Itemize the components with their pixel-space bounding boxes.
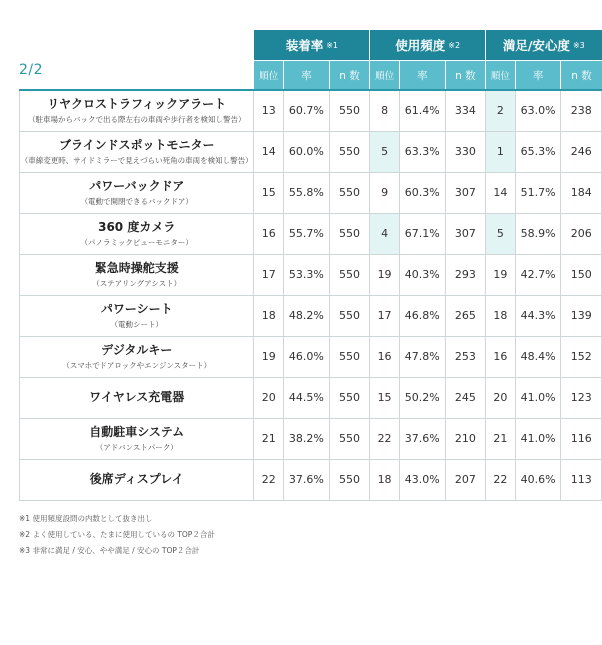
feature-name: 緊急時操舵支援 (94, 260, 179, 275)
use-n-cell: 253 (445, 336, 486, 377)
sat-n-cell: 150 (561, 254, 602, 295)
feature-description: （車線変更時、サイドミラーで見えづらい死角の車両を検知し警告） (20, 155, 253, 165)
fit-n-cell: 550 (329, 295, 370, 336)
sat-n-cell: 238 (561, 90, 602, 131)
fit-n-cell: 550 (329, 254, 370, 295)
sat-n-cell: 123 (561, 377, 602, 418)
footnotes (19, 511, 215, 559)
col-header-rank: 順位 (254, 61, 284, 91)
use-rank-cell: 4 (370, 213, 400, 254)
feature-name: デジタルキー (101, 342, 173, 357)
use-rate-cell: 63.3% (399, 131, 445, 172)
feature-name-cell (20, 459, 254, 500)
fit-rank-cell: 18 (254, 295, 284, 336)
feature-name-cell (20, 213, 254, 254)
feature-name: 360 度カメラ (98, 219, 176, 234)
table-row (20, 459, 602, 500)
use-rate-cell: 46.8% (399, 295, 445, 336)
feature-description: （アドバンストパーク） (95, 442, 178, 452)
group-header-usage: 使用頻度 ※2 (370, 30, 486, 61)
feature-name-cell (20, 336, 254, 377)
sat-n-cell: 246 (561, 131, 602, 172)
sat-rank-cell: 5 (486, 213, 516, 254)
sat-rate-cell: 41.0% (515, 377, 561, 418)
fit-rate-cell: 55.7% (284, 213, 330, 254)
use-n-cell: 207 (445, 459, 486, 500)
use-rate-cell: 43.0% (399, 459, 445, 500)
fit-rank-cell: 21 (254, 418, 284, 459)
feature-name-cell (20, 90, 254, 131)
feature-name: 後席ディスプレイ (89, 472, 184, 486)
sat-rank-cell: 16 (486, 336, 516, 377)
fit-n-cell: 550 (329, 377, 370, 418)
use-n-cell: 330 (445, 131, 486, 172)
sat-rank-cell: 19 (486, 254, 516, 295)
use-rank-cell: 16 (370, 336, 400, 377)
feature-name: リヤクロストラフィックアラート (47, 97, 227, 112)
fit-n-cell: 550 (329, 213, 370, 254)
fit-rank-cell: 16 (254, 213, 284, 254)
sat-rate-cell: 44.3% (515, 295, 561, 336)
col-header-rate: 率 (399, 61, 445, 91)
footnote: ※1 使用頻度設問の内数として抜き出し (19, 514, 153, 523)
sat-rate-cell: 58.9% (515, 213, 561, 254)
use-rank-cell: 17 (370, 295, 400, 336)
feature-name-cell (20, 254, 254, 295)
table-row (20, 90, 602, 131)
fit-rate-cell: 37.6% (284, 459, 330, 500)
use-rate-cell: 60.3% (399, 172, 445, 213)
feature-name: 自動駐車システム (89, 424, 185, 439)
group-header-satisfaction: 満足/安心度 ※3 (486, 30, 602, 61)
use-n-cell: 334 (445, 90, 486, 131)
fit-rate-cell: 38.2% (284, 418, 330, 459)
feature-description: （電動で開閉できるバックドア） (80, 196, 193, 206)
fit-rate-cell: 53.3% (284, 254, 330, 295)
col-header-n: n 数 (329, 61, 370, 91)
feature-name-cell (20, 295, 254, 336)
use-rate-cell: 50.2% (399, 377, 445, 418)
sat-n-cell: 113 (561, 459, 602, 500)
use-rank-cell: 18 (370, 459, 400, 500)
fit-n-cell: 550 (329, 336, 370, 377)
sat-rate-cell: 63.0% (515, 90, 561, 131)
table-row (20, 131, 602, 172)
fit-rank-cell: 19 (254, 336, 284, 377)
sat-rank-cell: 20 (486, 377, 516, 418)
page-number: 2/2 (19, 62, 44, 78)
use-rate-cell: 37.6% (399, 418, 445, 459)
fit-rate-cell: 60.7% (284, 90, 330, 131)
use-rank-cell: 9 (370, 172, 400, 213)
fit-rank-cell: 13 (254, 90, 284, 131)
use-n-cell: 265 (445, 295, 486, 336)
feature-description: （ステアリングアシスト） (92, 278, 182, 288)
sat-n-cell: 184 (561, 172, 602, 213)
table-row (20, 377, 602, 418)
fit-rank-cell: 15 (254, 172, 284, 213)
use-n-cell: 210 (445, 418, 486, 459)
use-rank-cell: 19 (370, 254, 400, 295)
feature-name: パワーシート (100, 301, 173, 316)
sat-rank-cell: 14 (486, 172, 516, 213)
group-header-fitment: 装着率 ※1 (254, 30, 370, 61)
use-n-cell: 293 (445, 254, 486, 295)
sat-rate-cell: 65.3% (515, 131, 561, 172)
fit-n-cell: 550 (329, 418, 370, 459)
fit-rank-cell: 14 (254, 131, 284, 172)
fit-rate-cell: 46.0% (284, 336, 330, 377)
col-header-rate: 率 (284, 61, 330, 91)
col-header-rank: 順位 (370, 61, 400, 91)
footnote: ※2 よく使用している、たまに使用しているの TOP２合計 (19, 530, 215, 539)
feature-description: （駐車場からバックで出る際左右の車両や歩行者を検知し警告） (27, 115, 246, 125)
fit-n-cell: 550 (329, 131, 370, 172)
feature-name-cell (20, 131, 254, 172)
sub-header-blank (20, 61, 254, 91)
feature-name-cell (20, 377, 254, 418)
table-row (20, 336, 602, 377)
use-rate-cell: 67.1% (399, 213, 445, 254)
col-header-rate: 率 (515, 61, 561, 91)
use-n-cell: 307 (445, 213, 486, 254)
sat-n-cell: 152 (561, 336, 602, 377)
sat-rank-cell: 18 (486, 295, 516, 336)
use-rank-cell: 5 (370, 131, 400, 172)
sat-n-cell: 116 (561, 418, 602, 459)
use-n-cell: 245 (445, 377, 486, 418)
feature-name-cell (20, 172, 254, 213)
fit-rank-cell: 17 (254, 254, 284, 295)
table-row (20, 213, 602, 254)
use-rate-cell: 47.8% (399, 336, 445, 377)
feature-description: （パノラミックビューモニター） (80, 237, 193, 247)
feature-description: （スマホでドアロックやエンジンスタート） (62, 360, 212, 370)
sat-rank-cell: 1 (486, 131, 516, 172)
use-n-cell: 307 (445, 172, 486, 213)
sat-rate-cell: 51.7% (515, 172, 561, 213)
col-header-n: n 数 (445, 61, 486, 91)
fit-rate-cell: 60.0% (284, 131, 330, 172)
header-blank (20, 30, 254, 61)
table-row (20, 295, 602, 336)
fit-rate-cell: 55.8% (284, 172, 330, 213)
table-row (20, 172, 602, 213)
use-rank-cell: 8 (370, 90, 400, 131)
table-row (20, 418, 602, 459)
col-header-rank: 順位 (486, 61, 516, 91)
feature-name: ブラインドスポットモニター (58, 137, 215, 152)
sat-rate-cell: 40.6% (515, 459, 561, 500)
fit-n-cell: 550 (329, 172, 370, 213)
fit-rank-cell: 20 (254, 377, 284, 418)
feature-name-cell (20, 418, 254, 459)
feature-ranking-table (19, 30, 602, 501)
sat-rate-cell: 42.7% (515, 254, 561, 295)
footnote: ※3 非常に満足 / 安心、やや満足 / 安心の TOP２合計 (19, 546, 200, 555)
fit-n-cell: 550 (329, 459, 370, 500)
fit-rank-cell: 22 (254, 459, 284, 500)
sat-rate-cell: 41.0% (515, 418, 561, 459)
sat-n-cell: 139 (561, 295, 602, 336)
feature-name: ワイヤレス充電器 (89, 390, 185, 404)
use-rate-cell: 61.4% (399, 90, 445, 131)
sat-rate-cell: 48.4% (515, 336, 561, 377)
use-rank-cell: 22 (370, 418, 400, 459)
sat-rank-cell: 2 (486, 90, 516, 131)
sat-rank-cell: 21 (486, 418, 516, 459)
sat-rank-cell: 22 (486, 459, 516, 500)
feature-description: （電動シート） (110, 319, 163, 329)
col-header-n: n 数 (561, 61, 602, 91)
table-row (20, 254, 602, 295)
fit-rate-cell: 44.5% (284, 377, 330, 418)
fit-n-cell: 550 (329, 90, 370, 131)
sat-n-cell: 206 (561, 213, 602, 254)
feature-name: パワーバックドア (89, 178, 185, 193)
use-rank-cell: 15 (370, 377, 400, 418)
use-rate-cell: 40.3% (399, 254, 445, 295)
fit-rate-cell: 48.2% (284, 295, 330, 336)
